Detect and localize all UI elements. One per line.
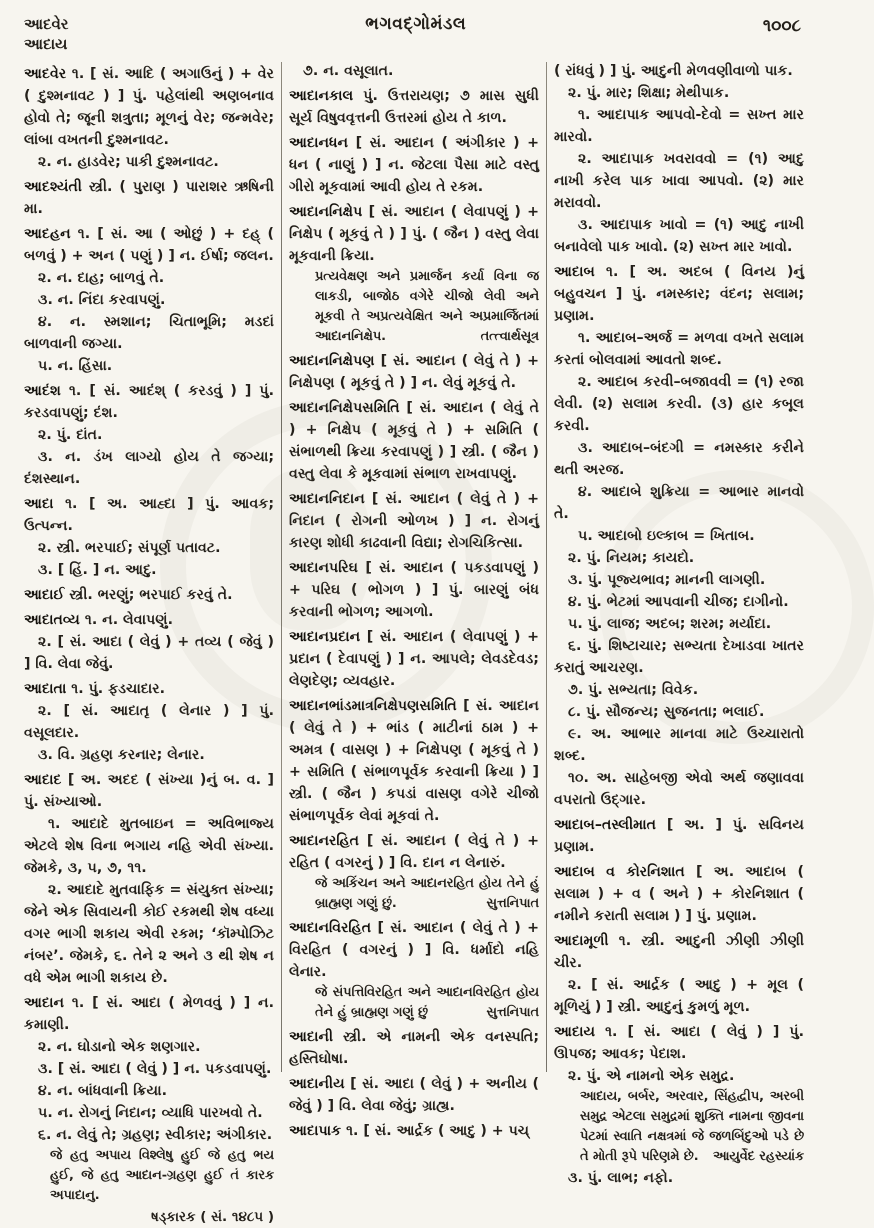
dict-sub: ૨. [ સં. આર્દ્રક ( આદુ ) + મૂલ ( મૂળિયું ) ] સ્ત્રી. આદુનું કુમળું મૂળ.	[554, 977, 804, 1015]
headword: આદાદ	[24, 772, 62, 788]
dict-sub: ૨. પું. નિયમ; કાયદો.	[568, 550, 695, 566]
dict-entry: આદવેર ૧. [ સં. આદિ ( અગાઉનું ) + વેર ( દુશ્મનાવટ ) ] પું. પહેલાંથી અણબનાવ હોવો તે; જૂની શત્રુતા; મૂળનું વેર; જન્મવેર; લાંબા વખતની દુશ્મનાવટ.	[24, 66, 274, 148]
dict-entry: આદાનનિક્ષેપ [ સં. આદાન ( લેવાપણું ) + નિક્ષેપ ( મૂકવું તે ) ] પું. ( જૈન ) વસ્તુ લેવા મૂકવાની ક્રિયા.	[289, 204, 539, 264]
dict-sub: ૫. પું. લાજ; અદબ; શરમ; મર્યાદા.	[568, 616, 772, 632]
headword: આદાનનિક્ષેપણ	[289, 353, 375, 369]
headword: આદહન	[24, 226, 71, 242]
dict-sub: ૬. ન. લેવું તે; ગ્રહણ; સ્વીકાર; અંગીકાર.	[38, 1127, 273, 1143]
dict-sub: ૫. ન. રોગનું નિદાન; વ્યાધિ પારખવો તે.	[38, 1105, 263, 1121]
column-3	[554, 60, 804, 1186]
dict-entry: આદાનનિક્ષેપણ [ સં. આદાન ( લેવું તે ) + નિક્ષેપણ ( મૂકવું તે ) ] ન. લેવું મૂકવું તે.	[289, 353, 539, 391]
dict-entry: આદાનનિદાન [ સં. આદાન ( લેવું તે ) + નિદાન ( રોગની ઓળખ ) ] ન. રોગનું કારણ શોધી કાઢવાની વિદ્યા; રોગચિકિત્સા.	[289, 491, 539, 551]
dict-entry: આદા ૧. [ અ. આહ્દા ] પું. આવક; ઉત્પન્ન.	[24, 496, 274, 534]
guide-word-top: આદવેર	[24, 15, 69, 33]
dict-sub: ૨. પું. એ નામનો એક સમુદ્ર.	[568, 1068, 735, 1084]
dict-sub: ૩. પું. પૂજ્યભાવ; માનની લાગણી.	[568, 572, 766, 588]
page-header	[24, 14, 801, 54]
column-1	[24, 60, 274, 1225]
dict-sub2: ૧. આદાબ–અર્જ = મળવા વખતે સલામ કરતાં બોલવામાં આવતો શબ્દ.	[554, 330, 804, 368]
dict-sub: ૨. પું. દાંત.	[38, 427, 103, 443]
dict-entry: આદાનપ્રદાન [ સં. આદાન ( લેવાપણું ) + પ્રદાન ( દેવાપણું ) ] ન. આપલે; લેવડદેવડ; લેણદેણ; વ્યવહાર.	[289, 629, 539, 689]
headword: આદાબ–તસ્લીમાત	[554, 817, 657, 833]
column-divider	[281, 62, 282, 1072]
headword: આદાનરહિત	[289, 833, 360, 849]
dict-quote: જે અકિંચન અને આદાનરહિત હોય તેને હું બ્રાહ્મણ ગણું છું. સુત્તનિપાત	[315, 874, 539, 914]
dict-entry: આદાનકાલ પું. ઉત્તરાયણ; ૭ માસ સુધી સૂર્ય વિષુવવૃત્તની ઉત્તરમાં હોય તે કાળ.	[289, 88, 539, 126]
headword: આદંશ	[24, 383, 61, 399]
dict-sub: ૨. ન. દાહ; બાળવું તે.	[38, 270, 165, 286]
dict-sub: ૮. પું. સૌજન્ય; સુજનતા; ભલાઈ.	[568, 704, 765, 720]
dict-quote: જે હતુ અપાય વિશ્લેષુ હુઈ જે હતુ ભય હુઈ, જે હતુ આદાન-ગ્રહણ હુઈ તં કારક અપાદાનુ.	[50, 1148, 274, 1203]
dict-sub: ૨. ન. ઘોડાનો એક શણગાર.	[38, 1039, 201, 1055]
citation-source: આયુર્વેદ રહસ્યાંક	[712, 1149, 804, 1164]
dict-sub: ૭. પું. સભ્યતા; વિવેક.	[568, 682, 699, 698]
dict-entry: આદાતવ્ય ૧. ન. લેવાપણું.	[24, 612, 174, 628]
headword: આદાતવ્ય	[24, 612, 80, 628]
citation-source: સુત્તનિપાત	[486, 1005, 539, 1020]
dict-entry: આદાનધન [ સં. આદાન ( અંગીકાર ) + ધન ( નાણું ) ] ન. જેટલા પૈસા માટે વસ્તુ ગીરો મૂકવામાં આવી હોય તે રકમ.	[289, 135, 539, 195]
headword: આદાનનિક્ષેપસમિતિ	[289, 400, 400, 416]
dict-entry: આદાનપરિઘ [ સં. આદાન ( પકડવાપણું ) + પરિઘ ( ભોગળ ) ] પું. બારણું બંધ કરવાની ભોગળ; આગળો.	[289, 560, 539, 620]
headword: આદાની	[289, 1029, 334, 1045]
guide-words	[24, 14, 69, 54]
dict-sub2: ૨. આદાપાક ખવરાવવો = (૧) આદુ નાખી કરેલ પાક ખાવા આપવો. (૨) માર મરાવવો.	[554, 151, 804, 211]
dict-entry: આદાન ૧. [ સં. આદા ( મેળવવું ) ] ન. કમાણી.	[24, 995, 274, 1033]
dict-entry: આદાનવિરહિત [ સં. આદાન ( લેવું તે ) + વિરહિત ( વગરનું ) ] વિ. ધર્માદો નહિ લેનાર.	[289, 920, 539, 980]
headword: આદશ્યંતી	[24, 179, 82, 195]
headword: આદાતા	[24, 681, 67, 697]
headword: આદાપાક	[289, 1123, 342, 1139]
headword: આદાનનિક્ષેપ	[289, 204, 363, 220]
dict-sub: ૪. ન. બાંધવાની ક્રિયા.	[38, 1083, 167, 1099]
dict-sub: ૩. પું. લાભ; નફો.	[568, 1170, 674, 1186]
dict-sub: ૫. ન. હિંસા.	[38, 358, 113, 374]
dict-entry: આદહન ૧. [ સં. આ ( ઓછું ) + દહ્ ( બળવું ) + અન ( પણું ) ] ન. ઈર્ષા; જલન.	[24, 226, 274, 264]
dict-sub: ૨. સ્ત્રી. ભરપાઈ; સંપૂર્ણ પતાવટ.	[38, 540, 221, 556]
dict-quote: જે સંપત્તિવિરહિત અને આદાનવિરહિત હોય તેને હું બ્રાહ્મણ ગણું છું સુત્તનિપાત	[315, 983, 539, 1023]
dict-sub: ૪. પું. ભેટમાં આપવાની ચીજ; દાગીનો.	[568, 594, 789, 610]
headword: આદામૂળી	[554, 933, 609, 949]
citation-source: સુત્તનિપાત	[486, 896, 539, 911]
dict-entry: આદાતા ૧. પું. ફડચાદાર.	[24, 681, 165, 697]
column-divider	[546, 62, 547, 1072]
dict-entry: આદામૂળી ૧. સ્ત્રી. આદુની ઝીણી ઝીણી ચીર.	[554, 933, 804, 971]
dict-sub2: ૨. આદાબ કરવી–બજાવવી = (૧) રજા લેવી. (૨) સલામ કરવી. (૩) હાર કબૂલ કરવી.	[554, 374, 804, 434]
dict-entry: આદાપાક ૧. [ સં. આર્દ્રક ( આદુ ) + પચ્	[289, 1123, 530, 1139]
dict-sub: ૨. [ સં. આદાતૃ ( લેનાર ) ] પું. વસૂલદાર.	[24, 703, 274, 741]
headword: આદાઈ	[24, 587, 65, 603]
dict-entry: આદાની સ્ત્રી. એ નામની એક વનસ્પતિ; હસ્તિઘોષા.	[289, 1029, 539, 1067]
headword: આદાનકાલ	[289, 88, 354, 104]
dict-quote: પ્રત્યવેક્ષણ અને પ્રમાર્જન કર્યા વિના જ લાકડી, બાજોઠ વગેરે ચીજો લેવી અને મૂકવી તે અપ્રત્યવેક્ષિત અને અપ્રમાર્જિતમાં આદાનનિક્ષેપ. તત્ત્વાર્થસૂત્ર	[315, 267, 539, 347]
headword: આદાનભાંડમાત્રનિક્ષેપણસમિતિ	[289, 698, 457, 714]
dict-entry: આદશ્યંતી સ્ત્રી. ( પુરાણ ) પારાશર ઋષિની મા.	[24, 179, 274, 217]
dict-sub: ૩. ન. નિંદા કરવાપણું.	[38, 292, 166, 308]
dict-sub: ૬. પું. શિષ્ટાચાર; સભ્યતા દેખાડવા ખાતર કરાતું આચરણ.	[554, 638, 804, 676]
headword: આદાનપરિઘ	[289, 560, 359, 576]
dict-sub: ૩. ન. ડંખ લાગ્યો હોય તે જગ્યા; દંશસ્થાન.	[24, 449, 274, 487]
headword: આદાન	[24, 995, 65, 1011]
dict-sub2: ૨. આદાદે મુતવાફિક = સંયુક્ત સંખ્યા; જેને એક સિવાયની કોઈ રકમથી શેષ વધ્યા વગર ભાગી શકાય એવી રકમ; ‘કૉમ્પોઝિટ નંબર’. જેમકે, ૬. તેને ૨ અને ૩ થી શેષ ન વધે એમ ભાગી શકાય છે.	[24, 882, 274, 986]
dict-entry: આદાય ૧. [ સં. આદા ( લેવું ) ] પું. ઊપજ; આવક; પેદાશ.	[554, 1024, 804, 1062]
headword: આદવેર	[24, 66, 67, 82]
dict-entry: આદાનરહિત [ સં. આદાન ( લેવું તે ) + રહિત ( વગરનું ) ] વિ. દાન ન લેનારું.	[289, 833, 539, 871]
dict-entry: આદાબ વ કોરનિશાત [ અ. આદાબ ( સલામ ) + વ ( અને ) + કોરનિશાત ( નમીને કરાતી સલામ ) ] પું. પ્રણામ.	[554, 864, 804, 924]
dict-sub2: ૧. આદાદે મુતબાઇન = અવિભાજ્ય એટલે શેષ વિના ભગાય નહિ એવી સંખ્યા. જેમકે, ૩, ૫, ૭, ૧૧.	[24, 816, 274, 876]
dict-entry: આદાબ–તસ્લીમાત [ અ. ] પું. સવિનય પ્રણામ.	[554, 817, 804, 855]
headword: આદાનીય	[289, 1076, 345, 1092]
dict-sub: ૧૦. અ. સાહેબજી એવો અર્થ જણાવવા વપરાતો ઉદ્ગાર.	[554, 770, 804, 808]
dict-sub2: ૩. આદાબ–બંદગી = નમસ્કાર કરીને થતી અરજ.	[554, 440, 804, 478]
headword: આદાનપ્રદાન	[289, 629, 361, 645]
dict-sub: ૭. ન. વસૂલાત.	[303, 63, 394, 79]
dict-sub2: ૪. આદાબે શુક્રિયા = આભાર માનવો તે.	[554, 484, 804, 522]
headword: આદાબ વ કોરનિશાત	[554, 864, 685, 880]
headword: આદાબ	[554, 264, 595, 280]
headword: આદાનનિદાન	[289, 491, 365, 507]
dict-cont: ( રાંધવું ) ] પું. આદુની મેળવણીવાળો પાક.	[554, 63, 793, 79]
dict-entry: આદાબ ૧. [ અ. અદબ ( વિનય )નું બહુવચન ] પું. નમસ્કાર; વંદન; સલામ; પ્રણામ.	[554, 264, 804, 324]
guide-word-bottom: આદાય	[24, 35, 68, 53]
headword: આદા	[24, 496, 54, 512]
dict-sub: ૯. અ. આભાર માનવા માટે ઉચ્ચારાતો શબ્દ.	[554, 726, 804, 764]
dict-sub: ૪. ન. સ્મશાન; ચિતાભૂમિ; મડદાં બાળવાની જગ્યા.	[24, 314, 274, 352]
dict-sub2: ૧. આદાપાક આપવો-દેવો = સખ્ત માર મારવો.	[554, 107, 804, 145]
dict-sub: ૩. [ સં. આદા ( લેવું ) ] ન. પકડવાપણું.	[38, 1061, 272, 1077]
book-title: ભગવદ્ગોમંડલ	[365, 14, 467, 34]
citation-source: તત્ત્વાર્થસૂત્ર	[480, 329, 539, 344]
dict-sub: ૨. પું. માર; શિક્ષા; મેથીપાક.	[568, 85, 730, 101]
headword: આદાય	[554, 1024, 596, 1040]
dict-sub: ૩. વિ. ગ્રહણ કરનાર; લેનાર.	[38, 747, 205, 763]
dict-sub2: ૩. આદાપાક ખાવો = (૧) આદુ નાખી બનાવેલો પાક ખાવો. (૨) સખ્ત માર ખાવો.	[554, 217, 804, 255]
dict-sub: ૨. [ સં. આદા ( લેવું ) + તવ્ય ( જેવું ) ] વિ. લેવા જેવું.	[24, 634, 274, 672]
dict-quote: આદાય, બર્બર, અરવાર, સિંહદ્વીપ, અરબી સમુદ્ર એટલા સમુદ્રમાં શુક્તિ નામના જીવના પેટમાં સ્વાતિ નક્ષત્રમાં જે જળબિંદુઓ પડે છે તે મોતી રૂપે પરિણમે છે. આયુર્વેદ રહસ્યાંક	[580, 1087, 804, 1167]
page-number: ૧૦૦૮	[762, 16, 801, 36]
dict-entry: આદંશ ૧. [ સં. આદંશ્ ( કરડવું ) ] પું. કરડવાપણું; દંશ.	[24, 383, 274, 421]
headword: આદાનધન	[289, 135, 349, 151]
headword: આદાનવિરહિત	[289, 920, 372, 936]
column-2	[289, 60, 539, 1139]
dict-entry: આદાનનિક્ષેપસમિતિ [ સં. આદાન ( લેવું તે ) + નિક્ષેપ ( મૂકવું તે ) + સમિતિ ( સંભાળથી ક્રિયા કરવાપણું ) ] સ્ત્રી. ( જૈન ) વસ્તુ લેવા કે મૂકવામાં સંભાળ રાખવાપણું.	[289, 400, 539, 482]
text-columns	[24, 60, 804, 1225]
dict-entry: આદાદ [ અ. અદદ ( સંખ્યા )નું બ. વ. ] પું. સંખ્યાઓ.	[24, 772, 274, 810]
dict-entry: આદાનભાંડમાત્રનિક્ષેપણસમિતિ [ સં. આદાન ( લેવું તે ) + ભાંડ ( માટીનાં ઠામ ) + અમત્ર ( વાસણ ) + નિક્ષેપણ ( મૂકવું તે ) + સમિતિ ( સંભાળપૂર્વક કરવાની ક્રિયા ) ] સ્ત્રી. ( જૈન ) કપડાં વાસણ વગેરે ચીજો સંભાળપૂર્વક લેવાં મૂકવાં તે.	[289, 698, 539, 824]
dict-entry: આદાનીય [ સં. આદા ( લેવું ) + અનીય ( જેવું ) ] વિ. લેવા જેવું; ગ્રાહ્ય.	[289, 1076, 539, 1114]
dict-sub: ૨. ન. હાડવેર; પાકી દુશ્મનાવટ.	[38, 154, 219, 170]
dict-sub2: ૫. આદાબો ઇલ્કાબ = ખિતાબ.	[578, 528, 755, 544]
dict-entry: આદાઈ સ્ત્રી. ભરણું; ભરપાઈ કરવું તે.	[24, 587, 233, 603]
dict-source: ષડ્કારક ( સં. ૧૪૮૫ )	[151, 1209, 274, 1225]
dict-sub: ૩. [ હિં. ] ન. આદુ.	[38, 562, 157, 578]
